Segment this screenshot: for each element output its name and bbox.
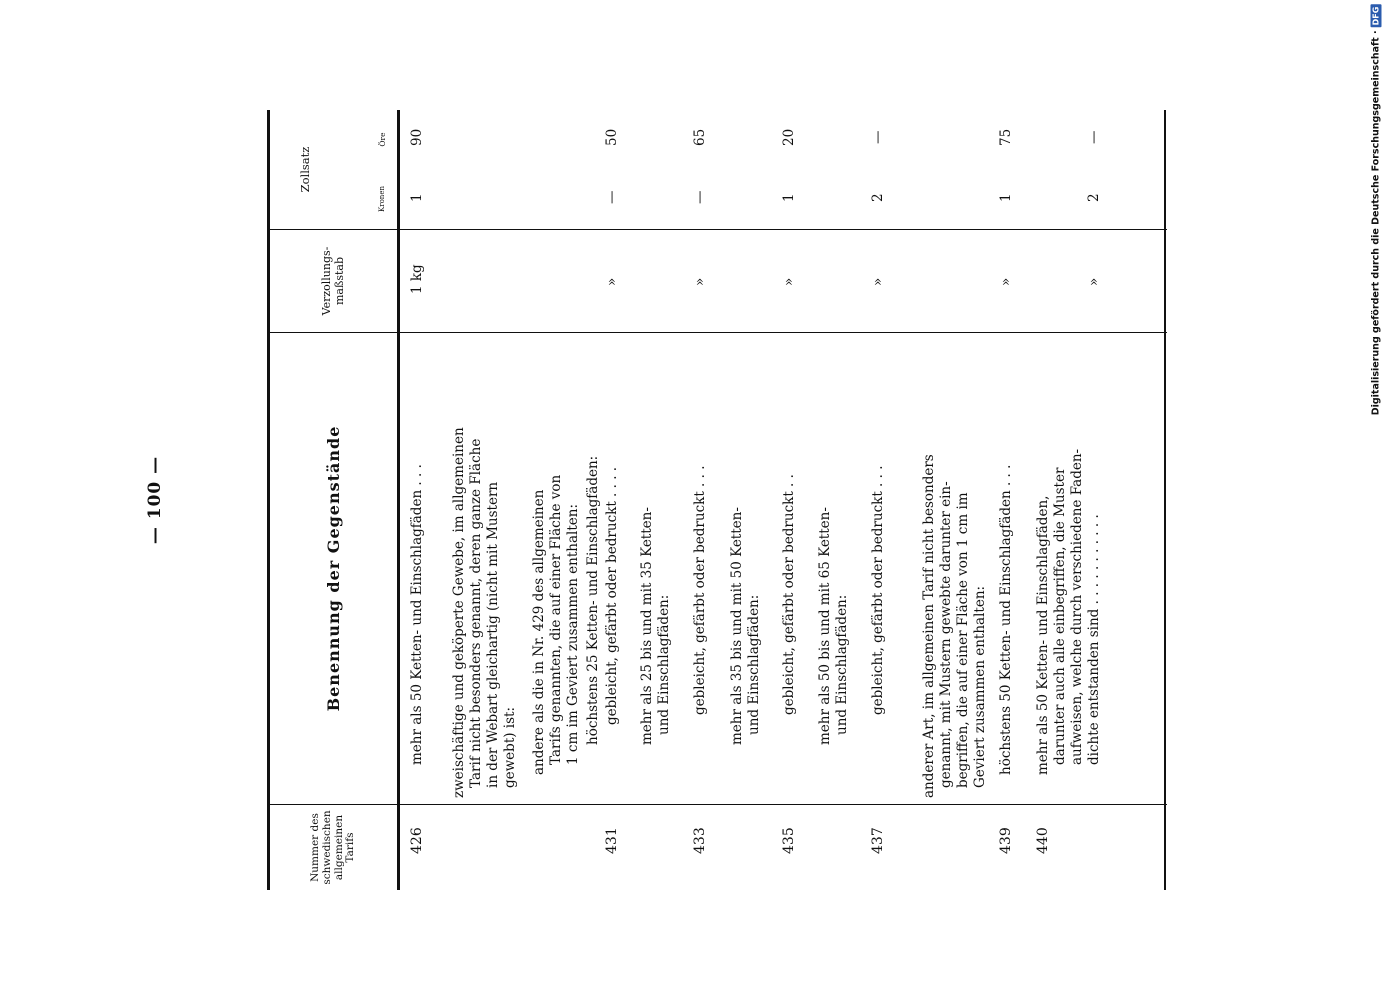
digitization-credit	[1371, 5, 1382, 416]
section-desc-line: Tarif nicht besonders genannt, deren ganze Fläche	[468, 438, 484, 788]
header-number: Nummer des schwedischen allgemeinen Tarifs	[309, 810, 357, 885]
subsection-desc-line: 1 cm im Geviert zusammen enthalten:	[565, 503, 581, 765]
page-number: — 100 —	[145, 455, 165, 545]
col-divider-number	[267, 804, 1167, 805]
row-unit-431: »	[604, 277, 620, 286]
section-desc-line: in der Webart gleichartig (nicht mit Mustern	[485, 481, 501, 788]
row-number-440: 440	[1035, 827, 1051, 854]
row-desc-433: mehr als 25 bis und mit 35 Ketten-	[639, 507, 655, 745]
row-kronen-431: —	[604, 190, 620, 204]
section-desc-line: genannt, mit Mustern gewebte darunter ein-	[938, 481, 954, 788]
section-desc-line: anderer Art, im allgemeinen Tarif nicht besonders	[921, 454, 937, 798]
row-desc-440: darunter auch alle einbegriffen, die Muster	[1052, 467, 1068, 765]
row-oere-439: 75	[998, 128, 1014, 146]
bottom-rule	[1164, 110, 1166, 890]
row-number-435: 435	[781, 827, 797, 854]
header-rule	[397, 110, 400, 890]
row-oere-426: 90	[409, 128, 425, 146]
row-kronen-433: —	[692, 190, 708, 204]
row-kronen-426: 1	[409, 193, 425, 202]
dfg-logo: DFG	[1371, 6, 1381, 26]
section-desc-line: Geviert zusammen enthalten:	[972, 585, 988, 788]
row-desc-433: gebleicht, gefärbt oder bedruckt . . .	[692, 465, 708, 715]
row-desc-440: dichte entstanden sind . . . . . . . . . . .	[1086, 514, 1102, 765]
header-unit: Verzollungs-maßstab	[320, 246, 346, 316]
col-divider-unit	[267, 229, 1167, 230]
tariff-table	[267, 110, 1167, 890]
row-desc-435: gebleicht, gefärbt oder bedruckt . .	[781, 474, 797, 715]
row-desc-440: aufweisen, welche durch verschiedene Faden-	[1069, 448, 1085, 765]
row-kronen-437: 2	[870, 193, 886, 202]
row-desc-426: mehr als 50 Ketten- und Einschlagfäden . . .	[409, 464, 425, 765]
row-desc-437: mehr als 50 bis und mit 65 Ketten-	[817, 507, 833, 745]
row-oere-437: —	[870, 130, 886, 144]
row-desc-440: mehr als 50 Ketten- und Einschlagfäden,	[1035, 495, 1051, 775]
row-desc-437: und Einschlagfäden:	[834, 594, 850, 735]
row-kronen-440: 2	[1086, 193, 1102, 202]
row-number-426: 426	[409, 827, 425, 854]
header-kronen: Kronen	[378, 186, 387, 212]
row-desc-433: und Einschlagfäden:	[656, 594, 672, 735]
row-desc-431: höchstens 25 Ketten- und Einschlagfäden:	[585, 455, 601, 745]
row-unit-433: »	[692, 277, 708, 286]
row-oere-440: —	[1086, 130, 1102, 144]
row-kronen-439: 1	[998, 193, 1014, 202]
row-unit-435: »	[781, 277, 797, 286]
row-desc-435: mehr als 35 bis und mit 50 Ketten-	[729, 507, 745, 745]
row-oere-433: 65	[692, 128, 708, 146]
row-oere-431: 50	[604, 128, 620, 146]
row-unit-426: 1 kg	[409, 264, 425, 294]
subsection-desc-line: andere als die in Nr. 429 des allgemeinen	[531, 489, 547, 775]
row-unit-439: »	[998, 277, 1014, 286]
subsection-desc-line: Tarifs genannten, die auf einer Fläche von	[548, 474, 564, 765]
header-description: Benennung der Gegenstände	[323, 425, 343, 712]
row-number-431: 431	[604, 827, 620, 854]
credit-text: Digitalisierung gefördert durch die Deutsche Forschungsgemeinschaft ·	[1370, 30, 1382, 416]
section-desc-line: gewebt) ist:	[502, 706, 518, 788]
section-desc-line: zweischäftige und geköperte Gewebe, im allgemeinen	[451, 427, 467, 798]
header-duty: Zollsatz	[297, 146, 312, 193]
row-desc-435: und Einschlagfäden:	[746, 594, 762, 735]
row-desc-439: höchstens 50 Ketten- und Einschlagfäden . . .	[998, 464, 1014, 775]
col-divider-desc	[267, 332, 1167, 333]
section-desc-line: begriffen, die auf einer Fläche von 1 cm im	[955, 492, 971, 788]
row-oere-435: 20	[781, 128, 797, 146]
row-desc-431: gebleicht, gefärbt oder bedruckt . . . .	[604, 466, 620, 725]
row-number-437: 437	[870, 827, 886, 854]
row-number-439: 439	[998, 827, 1014, 854]
row-kronen-435: 1	[781, 193, 797, 202]
header-oere: Öre	[377, 132, 387, 147]
row-unit-437: »	[870, 277, 886, 286]
row-desc-437: gebleicht, gefärbt oder bedruckt . . .	[870, 465, 886, 715]
row-number-433: 433	[692, 827, 708, 854]
row-unit-440: »	[1086, 277, 1102, 286]
